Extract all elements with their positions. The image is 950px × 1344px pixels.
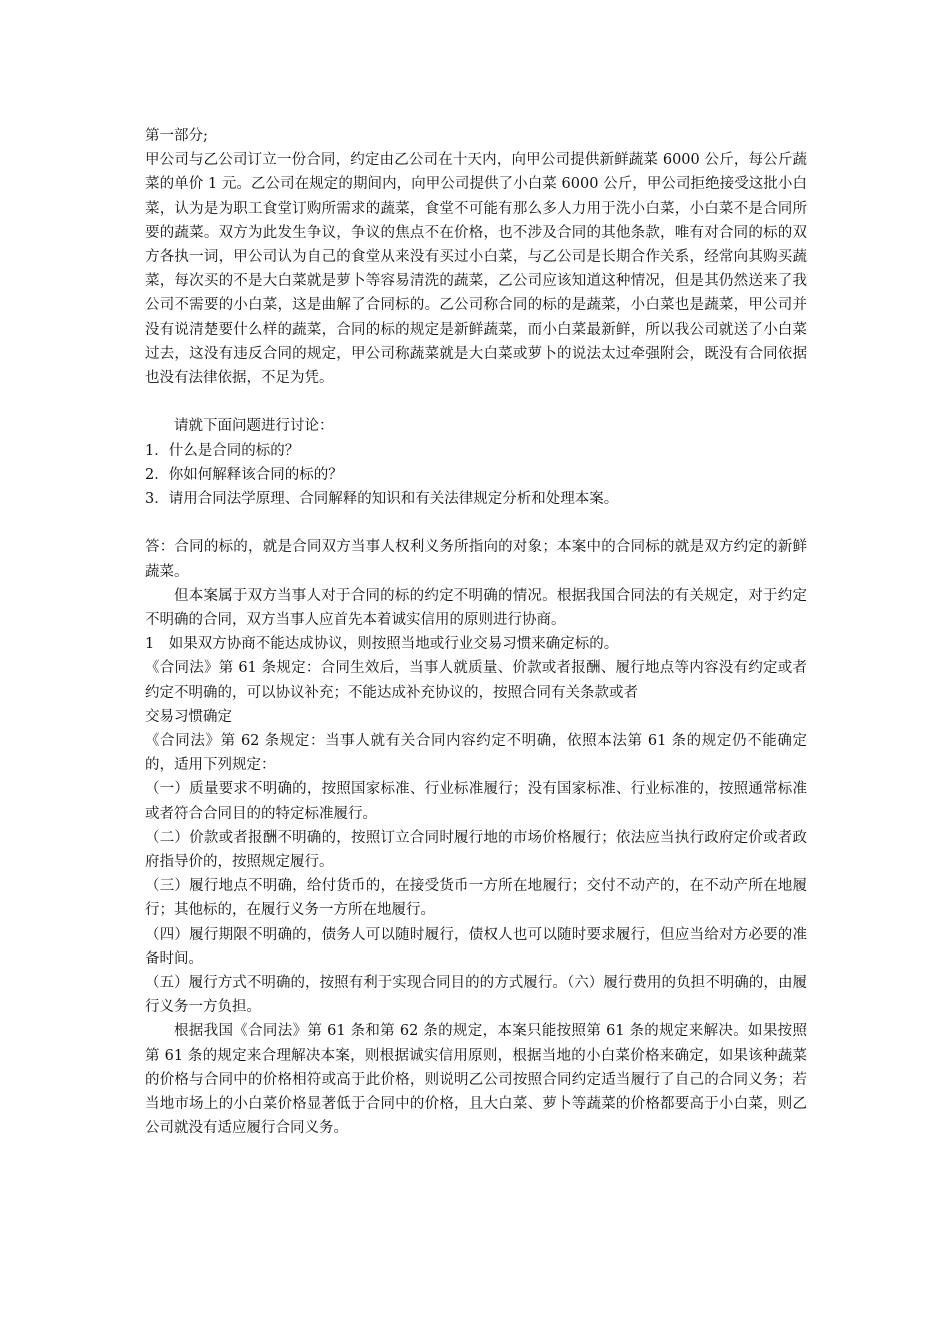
article-62-text: 《合同法》第 62 条规定：当事人就有关合同内容约定不明确，依照本法第 61 条的规定仍不能确定的，适用下列规定：	[145, 733, 807, 774]
document-page	[145, 124, 807, 1141]
article-62-item: （四）履行期限不明确的，债务人可以随时履行，债权人也可以随时要求履行，但应当给对方必要的准备时间。	[145, 926, 807, 967]
discussion-intro: 请就下面问题进行讨论：	[174, 418, 334, 435]
article-62-item: （三）履行地点不明确，给付货币的，在接受货币一方所在地履行；交付不动产的，在不动产所在地履行；其他标的，在履行义务一方所在地履行。	[145, 878, 807, 919]
article-62-item: （五）履行方式不明确的，按照有利于实现合同目的的方式履行。（六）履行费用的负担不明确的，由履行义务一方负担。	[145, 975, 807, 1016]
answer-paragraph: 答：合同的标的，就是合同双方当事人权利义务所指向的对象；本案中的合同标的就是双方约定的新鲜蔬菜。	[145, 539, 807, 580]
article-61-text: 《合同法》第 61 条规定：合同生效后，当事人就质量、价款或者报酬、履行地点等内容没有约定或者约定不明确的，可以协议补充；不能达成补充协议的，按照合同有关条款或者 交易习惯确定	[145, 660, 807, 725]
conclusion-paragraph: 根据我国《合同法》第 61 条和第 62 条的规定，本案只能按照第 61 条的规定来解决。如果按照第 61 条的规定来合理解决本案，则根据诚实信用原则，根据当地的小白菜价格来确定，如果该种蔬菜的价格与合同中的价格相符或高于此价格，则说明乙公司按照合同约定适当履行了自己的合同义务；若当地市场上的小白菜价格显著低于合同中的价格，且大白菜、萝卜等蔬菜的价格都要高于小白菜，则乙公司就没有适应履行合同义务。	[145, 1023, 807, 1137]
question-3: 3．请用合同法学原理、合同解释的知识和有关法律规定分析和处理本案。	[145, 491, 619, 508]
question-1: 1．什么是合同的标的？	[145, 442, 300, 459]
article-62-item: （一）质量要求不明确的，按照国家标准、行业标准履行；没有国家标准、行业标准的，按照通常标准或者符合合同目的的特定标准履行。	[145, 781, 807, 822]
article-62-item: （二）价款或者报酬不明确的，按照订立合同时履行地的市场价格履行；依法应当执行政府定价或者政府指导价的，按照规定履行。	[145, 829, 807, 871]
answer-paragraph: 但本案属于双方当事人对于合同的标的约定不明确的情况。根据我国合同法的有关规定，对于约定不明确的合同，双方当事人应首先本着诚实信用的原则进行协商。	[145, 587, 807, 629]
part-label: 第一部分;	[145, 128, 208, 144]
blank-line	[145, 511, 807, 535]
case-text: 甲公司与乙公司订立一份合同，约定由乙公司在十天内，向甲公司提供新鲜蔬菜 6000 公斤，每公斤蔬菜的单价 1 元。乙公司在规定的期间内，向甲公司提供了小白菜 6000 公斤，甲公司拒绝接受这批小白菜，认为是为职工食堂订购所需求的蔬菜，食堂不可能有那么多人力用于洗小白菜，小白菜不是合同所要的蔬菜。双方为此发生争议，争议的焦点不在价格，也不涉及合同的其他条款，唯有对合同的标的双方各执一词，甲公司认为自己的食堂从来没有买过小白菜，与乙公司是长期合作关系，经常向其购买蔬菜，每次买的不是大白菜就是萝卜等容易清洗的蔬菜，乙公司应该知道这种情况，但是其仍然送来了我公司不需要的小白菜，这是曲解了合同标的。乙公司称合同的标的是蔬菜，小白菜也是蔬菜，甲公司并没有说清楚要什么样的蔬菜，合同的标的规定是新鲜蔬菜，而小白菜最新鲜，所以我公司就送了小白菜过去，这没有违反合同的规定，甲公司称蔬菜就是大白菜或萝卜的说法太过牵强附会，既没有合同依据也没有法律依据，不足为凭。	[145, 152, 807, 387]
answer-paragraph: 1 如果双方协商不能达成协议，则按照当地或行业交易习惯来确定标的。	[145, 636, 619, 653]
question-2: 2．你如何解释该合同的标的？	[145, 466, 343, 483]
blank-line	[145, 390, 807, 414]
